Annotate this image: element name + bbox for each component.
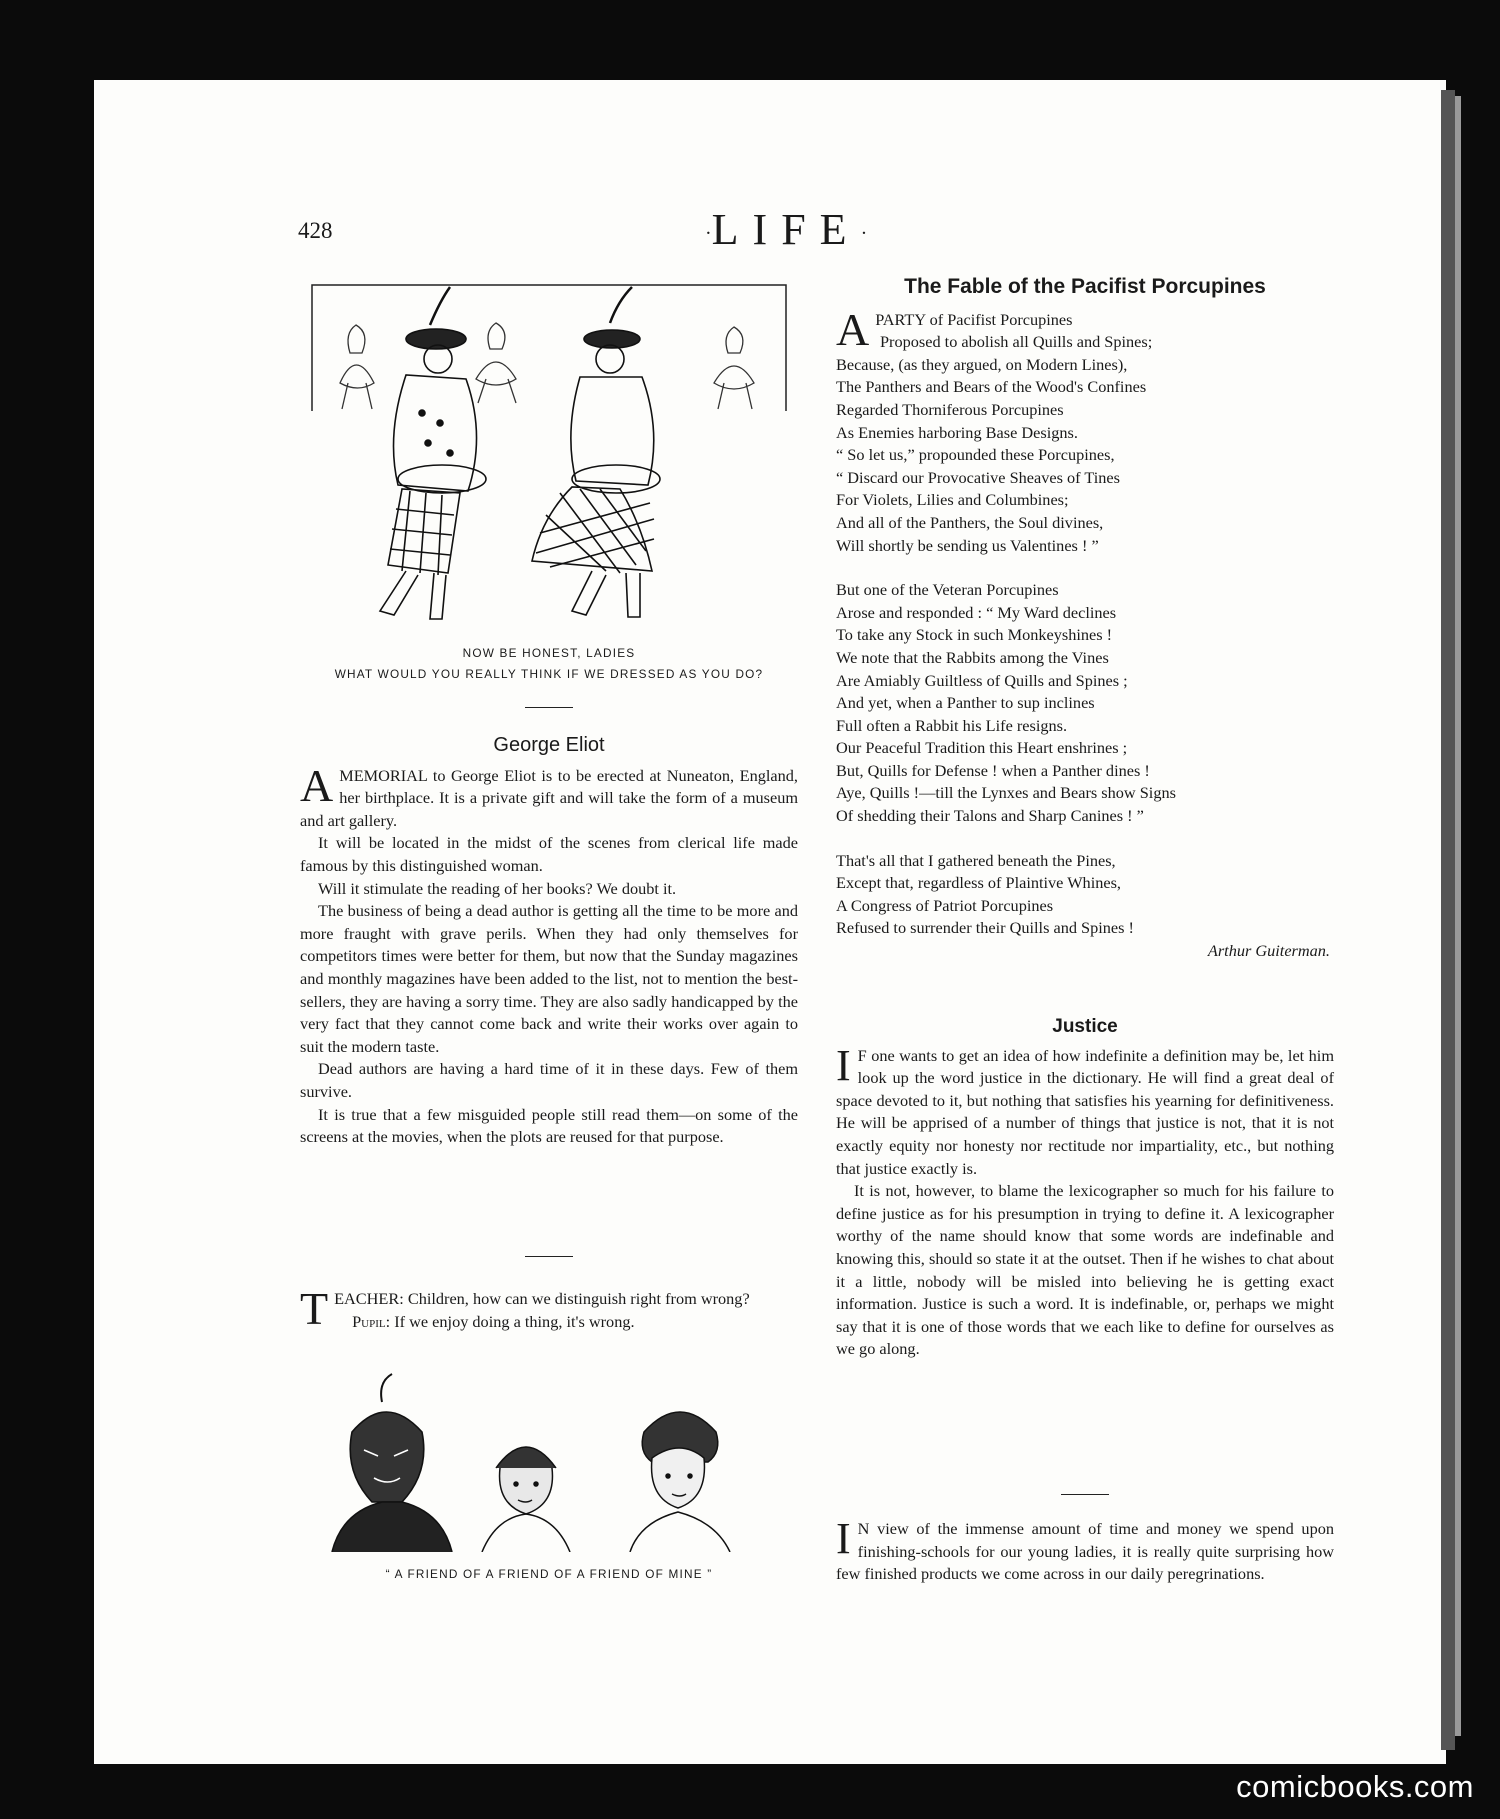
poem-line: That's all that I gathered beneath the Pines, [836,850,1116,870]
george-eliot-para-6: It is true that a few misguided people still read them—on some of the screens at the movies, when the plots are reused for that purpose. [300,1104,798,1147]
poem-line: Except that, regardless of Plaintive Whines, [836,873,1121,893]
masthead-title: LIFE [711,205,861,254]
cartoon-ladies-illustration [310,283,790,629]
masthead: ·LIFE· [705,205,868,254]
cartoon-friends-illustration [312,1372,772,1552]
fable-author: Arthur Guiterman. [1207,941,1330,961]
cartoon-ladies-caption-line2: WHAT WOULD YOU REALLY THINK IF WE DRESSED AS YOU DO? [334,667,764,681]
george-eliot-para-2: It will be located in the midst of the scenes from clerical life made famous by this distinguished woman. [300,833,798,875]
page-spine-edge [1455,96,1461,1736]
poem-line: Aye, Quills !—till the Lynxes and Bears show Signs [836,783,1176,803]
teacher-drop-cap: T [300,1283,329,1334]
poem-line: A Congress of Patriot Porcupines [836,895,1054,915]
page-spine [1441,90,1455,1750]
justice-title: Justice [1052,1016,1118,1037]
fable-title: The Fable of the Pacifist Porcupines [904,275,1266,298]
poem-line: Will shortly be sending us Valentines ! ” [836,535,1099,555]
watermark: comicbooks.com [1236,1769,1474,1804]
finishing-para-text: N view of the immense amount of time and money we spend upon finishing-schools for our young ladies, it is really quite surprising how few finished products we come across in our daily peregrinations. [836,1519,1334,1584]
justice-para-1-text: F one wants to get an idea of how indefinite a definition may be, let him look up the word justice in the dictionary. He will find a great deal of space devoted to it, but nothing that satisfies his yearning for definitiveness. He will be apprised of a number of things that justice is not, that it is not exactly equity nor honesty nor rectitude nor impartiality, etc., but nothing that justice exactly is. [836,1045,1334,1178]
fable-poem [836,276,1334,963]
poem-line: Full often a Rabbit his Life resigns. [836,715,1068,735]
justice-para-1 [836,1040,1334,1181]
george-eliot-drop-cap: A [300,759,334,811]
teacher-line-text: EACHER: Children, how can we distinguish right from wrong? [334,1289,750,1308]
divider-rule-1 [300,707,798,708]
justice-article [836,1016,1334,1361]
poem-line: Refused to surrender their Quills and Spines ! [836,918,1134,938]
poem-line: And all of the Panthers, the Soul divines, [836,512,1104,532]
george-eliot-para-4: The business of being a dead author is getting all the time to be more and more fraught with grave perils. When they had only themselves for competitors times were better for them, but now that the Sunday magazines and monthly magazines have been added to the list, not to mention the best-sellers, they are having a sorry time. They are also sadly handicapped by the very fact that they cannot come back and write their works over again to suit the modern taste. [300,901,798,1056]
poem-line: To take any Stock in such Monkeyshines ! [836,625,1113,645]
fable-stanza-2 [836,579,1334,828]
poem-line: Regarded Thorniferous Porcupines [836,399,1064,419]
poem-line: Because, (as they argued, on Modern Lines), [836,354,1128,374]
poem-line: And yet, when a Panther to sup inclines [836,693,1095,713]
poem-line: Our Peaceful Tradition this Heart enshrines ; [836,738,1128,758]
george-eliot-title: George Eliot [493,734,605,756]
pupil-label: Pupil: [352,1311,391,1331]
george-eliot-para-5: Dead authors are having a hard time of it in these days. Few of them survive. [300,1059,798,1101]
finishing-drop-cap: I [836,1514,851,1563]
cartoon-friends-caption: “ A FRIEND OF A FRIEND OF A FRIEND OF MINE ” [385,1567,713,1581]
fable-drop-cap: A [836,303,870,355]
poem-line: PARTY of Pacifist Porcupines [875,309,1073,329]
fable-stanza-1 [836,303,1334,558]
george-eliot-para-3: Will it stimulate the reading of her books? We doubt it. [318,878,677,898]
cartoon-ladies-caption-line1: NOW BE HONEST, LADIES [462,646,636,660]
poem-line: We note that the Rabbits among the Vines [836,647,1109,667]
justice-drop-cap: I [836,1040,851,1090]
george-eliot-article [300,734,798,1149]
poem-line: But one of the Veteran Porcupines [836,580,1059,600]
george-eliot-para-1 [300,759,798,833]
poem-line: Of shedding their Talons and Sharp Canines ! ” [836,806,1144,826]
poem-line: The Panthers and Bears of the Wood's Confines [836,377,1147,397]
divider-rule-2 [300,1256,798,1257]
poem-line: As Enemies harboring Base Designs. [836,422,1078,442]
justice-para-2: It is not, however, to blame the lexicographer so much for his failure to define justice as for his presumption in trying to define it. A lexicographer worthy of the name should know that some words are indefinable and knowing this, should so state it at the outset. Then if he wishes to chat about it a little, nobody will be misled into believing he is getting exact information. Justice is such a word. It is indefinable, or, perhaps we might say that it is one of those words that we each like to define for ourselves as we go along. [836,1181,1334,1359]
fable-stanza-3 [836,850,1334,940]
poem-line: Are Amiably Guiltless of Quills and Spines ; [836,670,1128,690]
poem-line: “ So let us,” propounded these Porcupines, [836,445,1115,465]
teacher-joke [300,1283,798,1334]
poem-line: Proposed to abolish all Quills and Spines; [880,332,1153,352]
poem-line: “ Discard our Provocative Sheaves of Tines [836,467,1120,487]
pupil-text: If we enjoy doing a thing, it's wrong. [390,1311,635,1331]
poem-line: For Violets, Lilies and Columbines; [836,490,1069,510]
finishing-schools-paragraph [836,1514,1334,1586]
page-number: 428 [298,218,333,243]
pupil-line [300,1311,798,1334]
finishing-para [836,1514,1334,1586]
poem-line: But, Quills for Defense ! when a Panther dines ! [836,760,1150,780]
poem-line: Arose and responded : “ My Ward declines [836,602,1117,622]
divider-rule-3 [836,1494,1334,1495]
george-eliot-para-1-text: MEMORIAL to George Eliot is to be erected at Nuneaton, England, her birthplace. It is a private gift and will take the form of a museum and art gallery. [300,765,798,830]
